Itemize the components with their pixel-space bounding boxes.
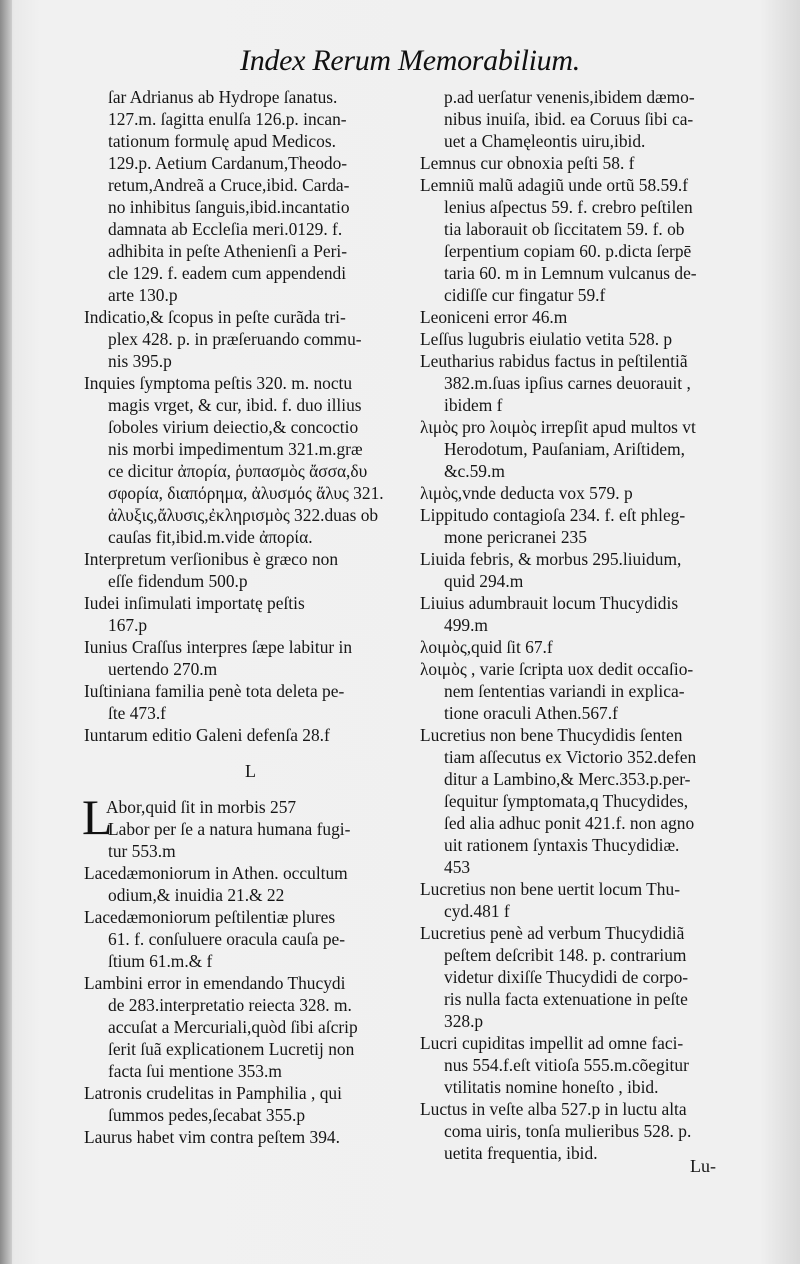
index-entry: Lippitudo contagioſa 234. f. eſt phleg- [420, 505, 686, 525]
index-entry: λοιμὸς,quid ſit 67.f [420, 637, 553, 657]
index-entry-continuation: 127.m. ſagitta enulſa 126.p. incan- [108, 109, 347, 129]
index-entry-continuation: σφορία, διαπόρημα, ἀλυσμός ἄλυς 321. [108, 483, 384, 503]
index-entry-continuation: ſummos pedes,ſecabat 355.p [108, 1105, 306, 1125]
index-entry-continuation: uit rationem ſyntaxis Thucydidiæ. [444, 835, 680, 855]
index-entry-continuation: ſte 473.f [108, 703, 166, 723]
index-entry: Lambini error in emendando Thucydi [84, 973, 346, 993]
index-entry: Iuntarum editio Galeni defenſa 28.f [84, 725, 330, 745]
index-entry: Lucri cupiditas impellit ad omne faci- [420, 1033, 684, 1053]
index-entry-continuation: nem ſententias variandi in explica- [444, 681, 685, 701]
index-entry-continuation: coma uiris, tonſa mulieribus 528. p. [444, 1121, 692, 1141]
index-entry-continuation: ſerpentium copiam 60. p.dicta ſerpē [444, 241, 692, 261]
index-entry-continuation: uet a Chamęleontis uiru,ibid. [444, 131, 646, 151]
index-entry-continuation: quid 294.m [444, 571, 524, 591]
index-entry-continuation: vtilitatis nomine honeſto , ibid. [444, 1077, 659, 1097]
index-entry-continuation: nus 554.f.eſt vitioſa 555.m.cõegitur [444, 1055, 689, 1075]
index-entry-continuation: 61. f. conſuluere oracula cauſa pe- [108, 929, 346, 949]
index-entry-text: Abor,quid ſit in morbis 257 [106, 797, 297, 817]
index-entry-continuation: tia laborauit ob ſiccitatem 59. f. ob [444, 219, 685, 239]
section-letter-heading: L [245, 761, 257, 781]
index-entry-continuation: ſoboles virium deiectio,& concoctio [108, 417, 359, 437]
index-entry: Leutharius rabidus factus in peſtilentiã [420, 351, 688, 371]
index-entry-continuation: &c.59.m [444, 461, 505, 481]
index-entry-continuation: ce dicitur ἀπορία, ῥυπασμὸς ἄσσα,δυ [108, 461, 368, 481]
index-entry-continuation: tur 553.m [108, 841, 176, 861]
index-entry-continuation: ibidem f [444, 395, 503, 415]
index-entry: Lucretius non bene uertit locum Thu- [420, 879, 680, 899]
index-entry-continuation: de 283.interpretatio reiecta 328. m. [108, 995, 352, 1015]
catchword: Lu- [690, 1156, 716, 1176]
spacer [84, 782, 418, 796]
index-entry-continuation: ſed alia adhuc ponit 421.f. non agno [444, 813, 695, 833]
index-entry: Indicatio,& ſcopus in peſte curãda tri- [84, 307, 346, 327]
index-entry-continuation: lenius aſpectus 59. f. crebro peſtilen [444, 197, 693, 217]
index-entry-continuation: retum,Andreã a Cruce,ibid. Carda- [108, 175, 350, 195]
index-entry-continuation: 129.p. Aetium Cardanum,Theodo- [108, 153, 348, 173]
index-entry-continuation: peſtem deſcribit 148. p. contrarium [444, 945, 687, 965]
index-entry-continuation: ditur a Lambino,& Merc.353.p.per- [444, 769, 691, 789]
index-entry-continuation: p.ad uerſatur venenis,ibidem dæmo- [444, 87, 695, 107]
index-entry: Iudei inſimulati importatę peſtis [84, 593, 305, 613]
index-entry-continuation: taria 60. m in Lemnum vulcanus de- [444, 263, 697, 283]
index-entry: Iuſtiniana familia penè tota deleta pe- [84, 681, 345, 701]
index-entry-continuation: tationum formulę apud Medicos. [108, 131, 336, 151]
index-entry-continuation: eſſe fidendum 500.p [108, 571, 248, 591]
index-entry-continuation: adhibita in peſte Athenienſi a Peri- [108, 241, 348, 261]
index-entry-continuation: tione oraculi Athen.567.f [444, 703, 618, 723]
index-entry-continuation: damnata ab Eccleſia meri.0129. f. [108, 219, 343, 239]
index-entry-continuation: nis morbi impedimentum 321.m.græ [108, 439, 363, 459]
index-entry-continuation: 328.p [444, 1011, 484, 1031]
index-entry-continuation: cidiſſe cur fingatur 59.f [444, 285, 606, 305]
drop-capital: L [82, 789, 113, 845]
index-entry-continuation: facta ſui mentione 353.m [108, 1061, 282, 1081]
index-entry-continuation: tiam aſſecutus ex Victorio 352.defen [444, 747, 697, 767]
index-entry: Lacedæmoniorum in Athen. occultum [84, 863, 348, 883]
index-entry-continuation: nibus inuiſa, ibid. ea Coruus ſibi ca- [444, 109, 694, 129]
index-entry-continuation: mone pericranei 235 [444, 527, 587, 547]
index-entry: λιμὸς,vnde deducta vox 579. p [420, 483, 633, 503]
index-entry-continuation: no inhibitus ſanguis,ibid.incantatio [108, 197, 350, 217]
spacer [84, 746, 418, 760]
index-entry: Inquies ſymptoma peſtis 320. m. noctu [84, 373, 353, 393]
index-entry-continuation: ἀλυξις,ἄλυσις,ἐκληρισμὸς 322.duas ob [108, 505, 379, 525]
index-entry-continuation: uetita frequentia, ibid. [444, 1143, 598, 1163]
index-entry-continuation: magis vrget, & cur, ibid. f. duo illius [108, 395, 362, 415]
index-entry: Lucretius penè ad verbum Thucydidiã [420, 923, 685, 943]
index-entry-continuation: videtur dixiſſe Thucydidi de corpo- [444, 967, 689, 987]
index-entry-continuation: cyd.481 f [444, 901, 510, 921]
page-header-title: Index Rerum Memorabilium. [240, 44, 580, 77]
index-entry: Lucretius non bene Thucydidis ſenten [420, 725, 683, 745]
index-entry-continuation: ſequitur ſymptomata,q Thucydides, [444, 791, 689, 811]
index-entry: Lemnus cur obnoxia peſti 58. f [420, 153, 635, 173]
index-entry: Lacedæmoniorum peſtilentiæ plures [84, 907, 336, 927]
index-entry: Lemniũ malũ adagiũ unde ortũ 58.59.f [420, 175, 689, 195]
index-entry-continuation: cle 129. f. eadem cum appendendi [108, 263, 347, 283]
index-entry-continuation: uertendo 270.m [108, 659, 218, 679]
index-entry-continuation: 382.m.ſuas ipſius carnes deuorauit , [444, 373, 691, 393]
index-entry: Liuius adumbrauit locum Thucydidis [420, 593, 679, 613]
index-entry-continuation: 167.p [108, 615, 148, 635]
index-entry: Luctus in veſte alba 527.p in luctu alta [420, 1099, 687, 1119]
index-entry-continuation: Labor per ſe a natura humana fugi- [108, 819, 351, 839]
page-gutter-shadow [0, 0, 12, 1264]
index-entry-continuation: 499.m [444, 615, 488, 635]
index-entry: Laurus habet vim contra peſtem 394. [84, 1127, 340, 1147]
index-column-left [84, 86, 418, 1148]
index-entry-continuation: ris nulla facta extenuatione in peſte [444, 989, 688, 1009]
index-entry: λοιμὸς , varie ſcripta uox dedit occaſio- [420, 659, 694, 679]
index-entry-continuation: ſtium 61.m.& f [108, 951, 213, 971]
index-column-right [420, 86, 748, 1164]
index-entry: Interpretum verſionibus è græco non [84, 549, 339, 569]
index-entry-continuation: ſar Adrianus ab Hydrope ſanatus. [108, 87, 338, 107]
index-entry: Liuida febris, & morbus 295.liuidum, [420, 549, 682, 569]
index-entry: Leſſus lugubris eiulatio vetita 528. p [420, 329, 673, 349]
index-entry: λιμὸς pro λοιμὸς irrepſit apud multos vt [420, 417, 696, 437]
index-entry: Leoniceni error 46.m [420, 307, 568, 327]
index-entry-continuation: accuſat a Mercuriali,quòd ſibi aſcrip [108, 1017, 358, 1037]
index-entry-continuation: 453 [444, 857, 471, 877]
index-entry-continuation: cauſas fit,ibid.m.vide ἀπορία. [108, 527, 313, 547]
index-entry: Latronis crudelitas in Pamphilia , qui [84, 1083, 342, 1103]
index-entry-continuation: nis 395.p [108, 351, 172, 371]
index-entry-continuation: odium,& inuidia 21.& 22 [108, 885, 285, 905]
index-entry: Iunius Craſſus interpres ſæpe labitur in [84, 637, 353, 657]
index-entry-continuation: Herodotum, Pauſaniam, Ariſtidem, [444, 439, 686, 459]
index-entry-continuation: arte 130.p [108, 285, 178, 305]
index-entry-continuation: ſerit ſuã explicationem Lucretij non [108, 1039, 355, 1059]
index-entry-continuation: plex 428. p. in præſeruando commu- [108, 329, 362, 349]
